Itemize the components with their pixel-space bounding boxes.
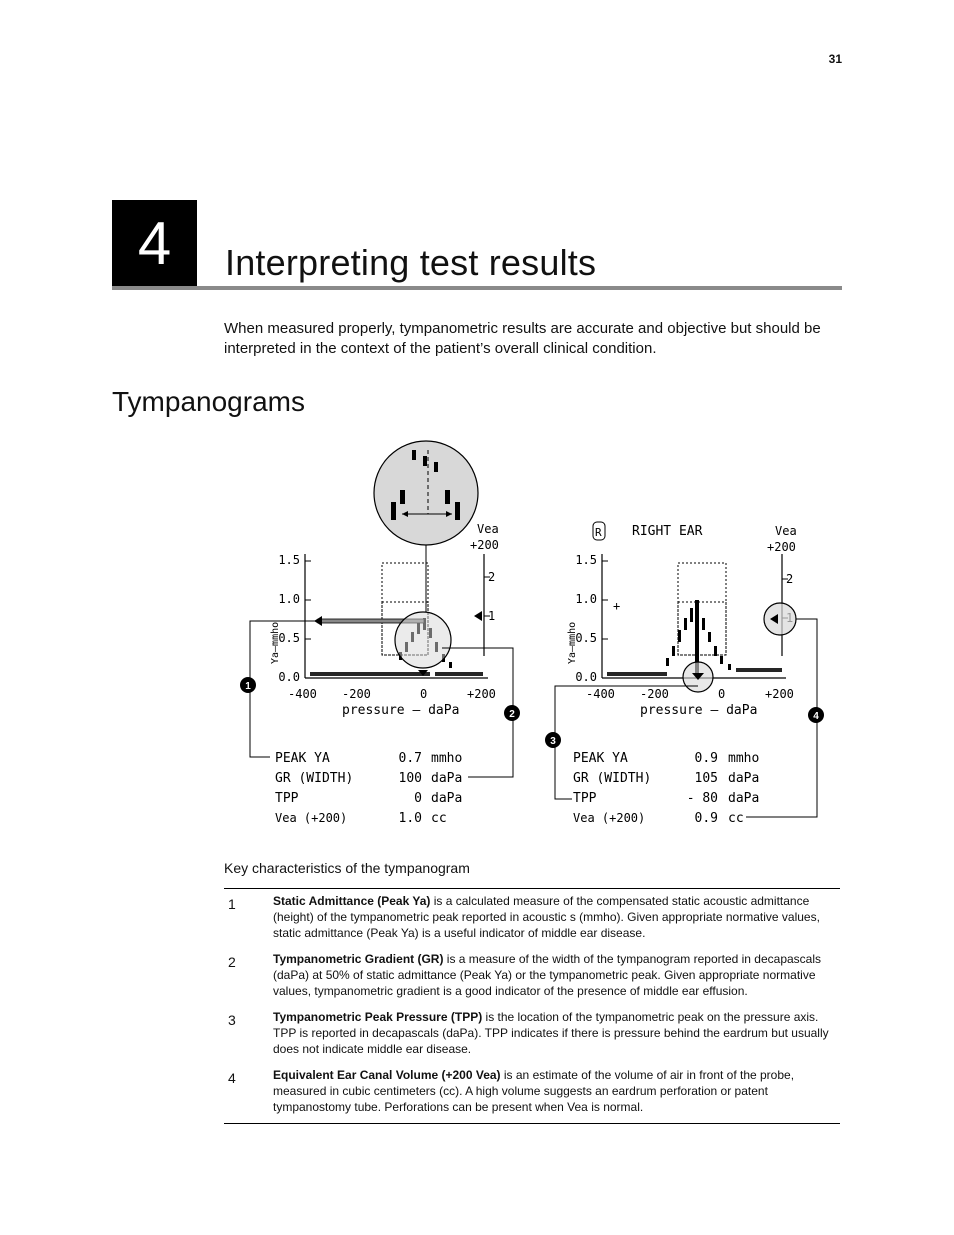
key-term: Tympanometric Peak Pressure (TPP)	[273, 1010, 483, 1024]
result-unit: daPa	[728, 791, 760, 806]
ear-label: RIGHT EAR	[632, 524, 703, 539]
vea-tick: 2	[488, 570, 496, 584]
key-text: is an estimate of the volume of air in front of the probe, measured in cubic centimeters (cc). A high volume suggests an eardrum perforation or patent tympanostomy tube. Perforations can be present when Vea is normal.	[273, 1068, 795, 1114]
callout-badge-3	[545, 732, 561, 748]
y-tick: 1.0	[278, 592, 300, 606]
result-label: GR (WIDTH)	[275, 771, 354, 786]
page-number: 31	[828, 52, 842, 66]
key-text: is a measure of the width of the tympanogram reported in decapascals (daPa) at 50% of static admittance (Peak Ya) or the tympanometric peak. Given appropriate normative values, tympanometric gradient is a good indicator of the presence of middle ear effusion.	[273, 952, 822, 998]
key-number: 2	[228, 954, 236, 970]
key-text: is the location of the tympanometric peak on the pressure axis. TPP is reported in decapascals (daPa). TPP indicates if there is pressure behind the eardrum but usually does not indicate middle ear disease.	[273, 1010, 829, 1056]
key-term: Static Admittance (Peak Ya)	[273, 894, 431, 908]
result-label: GR (WIDTH)	[573, 771, 652, 786]
key-description	[273, 1067, 840, 1115]
vea-label: Vea	[775, 524, 797, 538]
key-row	[224, 1067, 840, 1115]
key-row	[224, 1009, 840, 1057]
result-value: 0.9	[694, 811, 718, 826]
ear-icon-label: R	[595, 526, 602, 539]
result-unit: mmho	[431, 751, 463, 766]
vea-tick: 1	[488, 609, 496, 623]
y-tick: 1.0	[575, 592, 597, 606]
tympanogram-figure	[230, 432, 830, 837]
y-tick: 0.5	[575, 631, 597, 645]
vea-top: +200	[470, 538, 499, 552]
key-text: is a calculated measure of the compensated static acoustic admittance (height) of the tympanometric peak reported in acoustic s (mmho). Given appropriate normative values, static admittance (Peak Ya) is a useful indicator of middle ear disease.	[273, 894, 820, 940]
x-axis-label: pressure – daPa	[640, 703, 758, 718]
result-label: Vea (+200)	[573, 811, 646, 825]
result-value: 105	[694, 771, 718, 786]
result-value: 0.9	[694, 751, 718, 766]
key-number: 4	[228, 1070, 236, 1086]
result-value: 100	[398, 771, 422, 786]
key-description	[273, 951, 840, 999]
callout-badge-1	[240, 677, 256, 693]
x-axis-label: pressure – daPa	[342, 703, 460, 718]
x-tick: -200	[640, 687, 669, 701]
svg-text:2: 2	[509, 709, 515, 720]
chapter-title: Interpreting test results	[225, 242, 597, 283]
right-tympanogram	[555, 522, 817, 826]
callout-badge-4	[808, 707, 824, 723]
tympanogram-illustration	[230, 432, 830, 837]
figure-caption: Key characteristics of the tympanogram	[224, 860, 470, 876]
result-label: PEAK YA	[573, 751, 628, 766]
result-unit: daPa	[728, 771, 760, 786]
vea-top: +200	[767, 540, 796, 554]
key-description	[273, 1009, 840, 1057]
result-label: TPP	[275, 791, 299, 806]
magnifier-circle	[764, 603, 796, 635]
result-label: TPP	[573, 791, 597, 806]
intro-paragraph: When measured properly, tympanometric results are accurate and objective but should be interpreted in the context of the patient’s overall clinical condition.	[224, 320, 821, 357]
magnifier-circle	[395, 612, 451, 668]
x-tick: 0	[420, 687, 428, 701]
result-label: PEAK YA	[275, 751, 330, 766]
y-tick: 1.5	[575, 553, 597, 567]
result-value: 1.0	[398, 811, 422, 826]
result-unit: cc	[431, 811, 447, 826]
chapter-number: 4	[137, 210, 172, 277]
vea-label: Vea	[477, 522, 499, 536]
result-value: - 80	[686, 791, 718, 806]
result-unit: mmho	[728, 751, 760, 766]
callout-badge-2	[504, 705, 520, 721]
result-unit: cc	[728, 811, 744, 826]
result-label: Vea (+200)	[275, 811, 348, 825]
y-tick: 0.5	[278, 631, 300, 645]
chapter-number-box	[112, 200, 197, 288]
svg-text:4: 4	[813, 711, 819, 722]
svg-text:3: 3	[550, 736, 556, 747]
y-axis-label: Ya—mmho	[270, 621, 281, 664]
result-unit: daPa	[431, 791, 463, 806]
x-tick: -200	[342, 687, 371, 701]
key-term: Tympanometric Gradient (GR)	[273, 952, 444, 966]
y-tick: 0.0	[575, 670, 597, 684]
key-term: Equivalent Ear Canal Volume (+200 Vea)	[273, 1068, 501, 1082]
x-tick: -400	[586, 687, 615, 701]
x-tick: -400	[288, 687, 317, 701]
key-row	[224, 893, 840, 941]
key-description	[273, 893, 840, 941]
key-characteristics-table	[224, 888, 840, 1124]
svg-text:1: 1	[245, 681, 251, 692]
key-row	[224, 951, 840, 999]
y-tick: 0.0	[278, 670, 300, 684]
result-unit: daPa	[431, 771, 463, 786]
x-tick: 0	[718, 687, 726, 701]
vea-tick: 2	[786, 572, 794, 586]
x-tick: +200	[467, 687, 496, 701]
key-number: 1	[228, 896, 236, 912]
result-value: 0.7	[398, 751, 422, 766]
chapter-rule	[112, 286, 842, 290]
result-value: 0	[414, 791, 422, 806]
section-title: Tympanograms	[112, 386, 305, 417]
x-tick: +200	[765, 687, 794, 701]
left-tympanogram	[250, 441, 513, 826]
key-number: 3	[228, 1012, 236, 1028]
svg-text:+: +	[613, 599, 621, 613]
y-axis-label: Ya—mmho	[567, 621, 578, 664]
y-tick: 1.5	[278, 553, 300, 567]
